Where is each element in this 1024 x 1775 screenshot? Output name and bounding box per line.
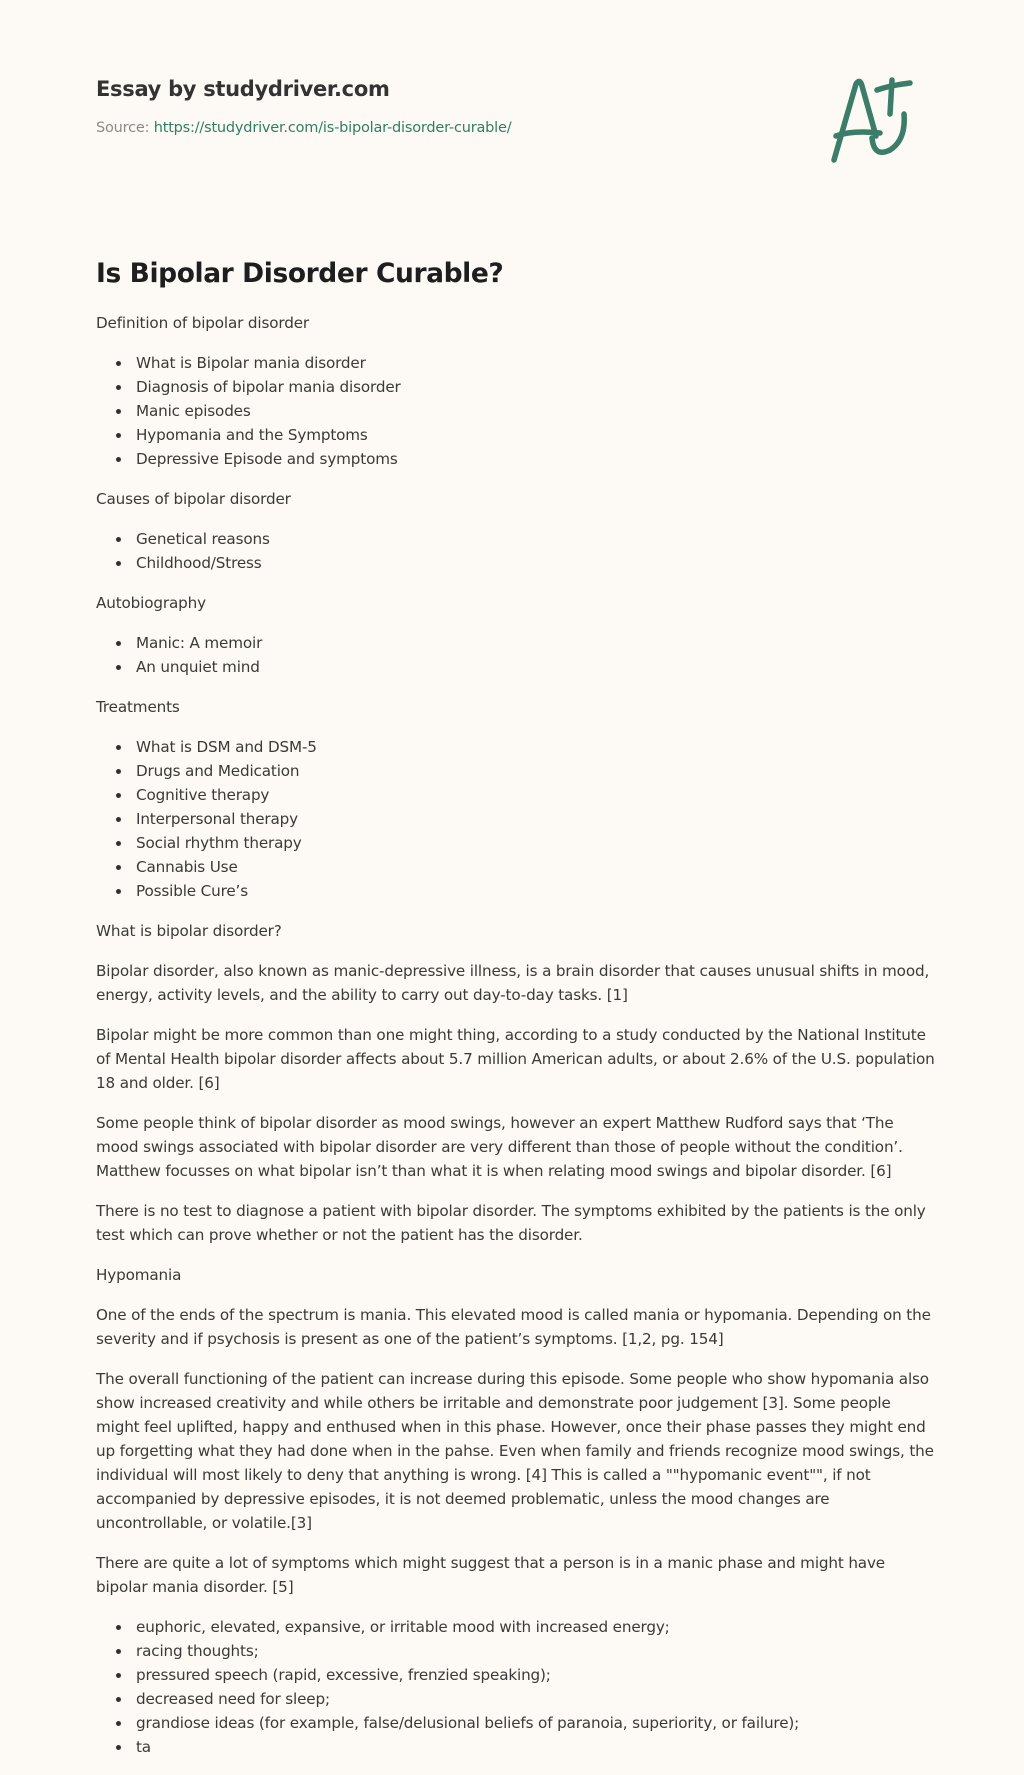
outline-list [96,631,936,679]
outline-heading: Causes of bipolar disorder [96,490,291,508]
page-header [96,74,926,138]
outline-heading: Definition of bipolar disorder [96,314,309,332]
list-item: What is Bipolar mania disorder [136,351,936,375]
list-item: Drugs and Medication [136,759,936,783]
list-item: racing thoughts; [136,1639,936,1663]
list-item: pressured speech (rapid, excessive, frenzied speaking); [136,1663,936,1687]
list-item: Manic episodes [136,399,936,423]
list-item: Diagnosis of bipolar mania disorder [136,375,936,399]
paragraph: One of the ends of the spectrum is mania. This elevated mood is called mania or hypomania. Depending on the severity and if psychosis is present as one of the patient’s symptoms. [1,2, pg. 154] [96,1306,931,1348]
list-item: decreased need for sleep; [136,1687,936,1711]
outline-list [96,351,936,471]
paragraph: There is no test to diagnose a patient with bipolar disorder. The symptoms exhibited by the patients is the only test which can prove whether or not the patient has the disorder. [96,1202,926,1244]
list-item: Possible Cure’s [136,879,936,903]
paragraph: Bipolar might be more common than one might thing, according to a study conducted by the National Institute of Mental Health bipolar disorder affects about 5.7 million American adults, or about 2.6% of the U.S. population 18 and older. [6] [96,1026,935,1092]
symptoms-list [96,1615,936,1759]
list-item: Depressive Episode and symptoms [136,447,936,471]
outline-heading: Autobiography [96,594,206,612]
source-line [96,118,926,138]
outline-list [96,527,936,575]
list-item: euphoric, elevated, expansive, or irritable mood with increased energy; [136,1615,936,1639]
list-item: Hypomania and the Symptoms [136,423,936,447]
list-item: ta [136,1735,936,1759]
list-item: Genetical reasons [136,527,936,551]
list-item: An unquiet mind [136,655,936,679]
paragraph: There are quite a lot of symptoms which might suggest that a person is in a manic phase and might have bipolar mania disorder. [5] [96,1554,885,1596]
list-item: Childhood/Stress [136,551,936,575]
section-heading: What is bipolar disorder? [96,922,282,940]
site-brand: Essay by studydriver.com [96,77,390,101]
outline-list [96,735,936,903]
source-link[interactable]: https://studydriver.com/is-bipolar-disorder-curable/ [153,120,512,136]
paragraph: Bipolar disorder, also known as manic-depressive illness, is a brain disorder that causes unusual shifts in mood, energy, activity levels, and the ability to carry out day-to-day tasks. [1] [96,962,930,1004]
list-item: Cannabis Use [136,855,936,879]
list-item: Cognitive therapy [136,783,936,807]
section-heading: Hypomania [96,1266,182,1284]
list-item: Interpersonal therapy [136,807,936,831]
list-item: Social rhythm therapy [136,831,936,855]
list-item: What is DSM and DSM-5 [136,735,936,759]
essay-body [96,252,936,1775]
essay-title: Is Bipolar Disorder Curable? [96,258,504,289]
list-item: Manic: A memoir [136,631,936,655]
a-plus-grade-icon [822,70,932,170]
paragraph: Some people think of bipolar disorder as mood swings, however an expert Matthew Rudford says that ‘The mood swings associated with bipolar disorder are very different than those of people without the condition’. Matthew focusses on what bipolar isn’t than what it is when relating mood swings and bipolar disorder. [6] [96,1114,903,1180]
source-label: Source: [96,120,150,136]
list-item: grandiose ideas (for example, false/delusional beliefs of paranoia, superiority, or failure); [136,1711,936,1735]
paragraph: The overall functioning of the patient can increase during this episode. Some people who show hypomania also show increased creativity and while others be irritable and demonstrate poor judgement [3]. Some people might feel uplifted, happy and enthused when in this phase. However, once their phase passes they might end up forgetting what they had done when in the pahse. Even when family and friends recognize mood swings, the individual will most likely to deny that anything is wrong. [4] This is called a ""hypomanic event"", if not accompanied by depressive episodes, it is not deemed problematic, unless the mood changes are uncontrollable, or volatile.[3] [96,1370,934,1532]
outline-heading: Treatments [96,698,180,716]
